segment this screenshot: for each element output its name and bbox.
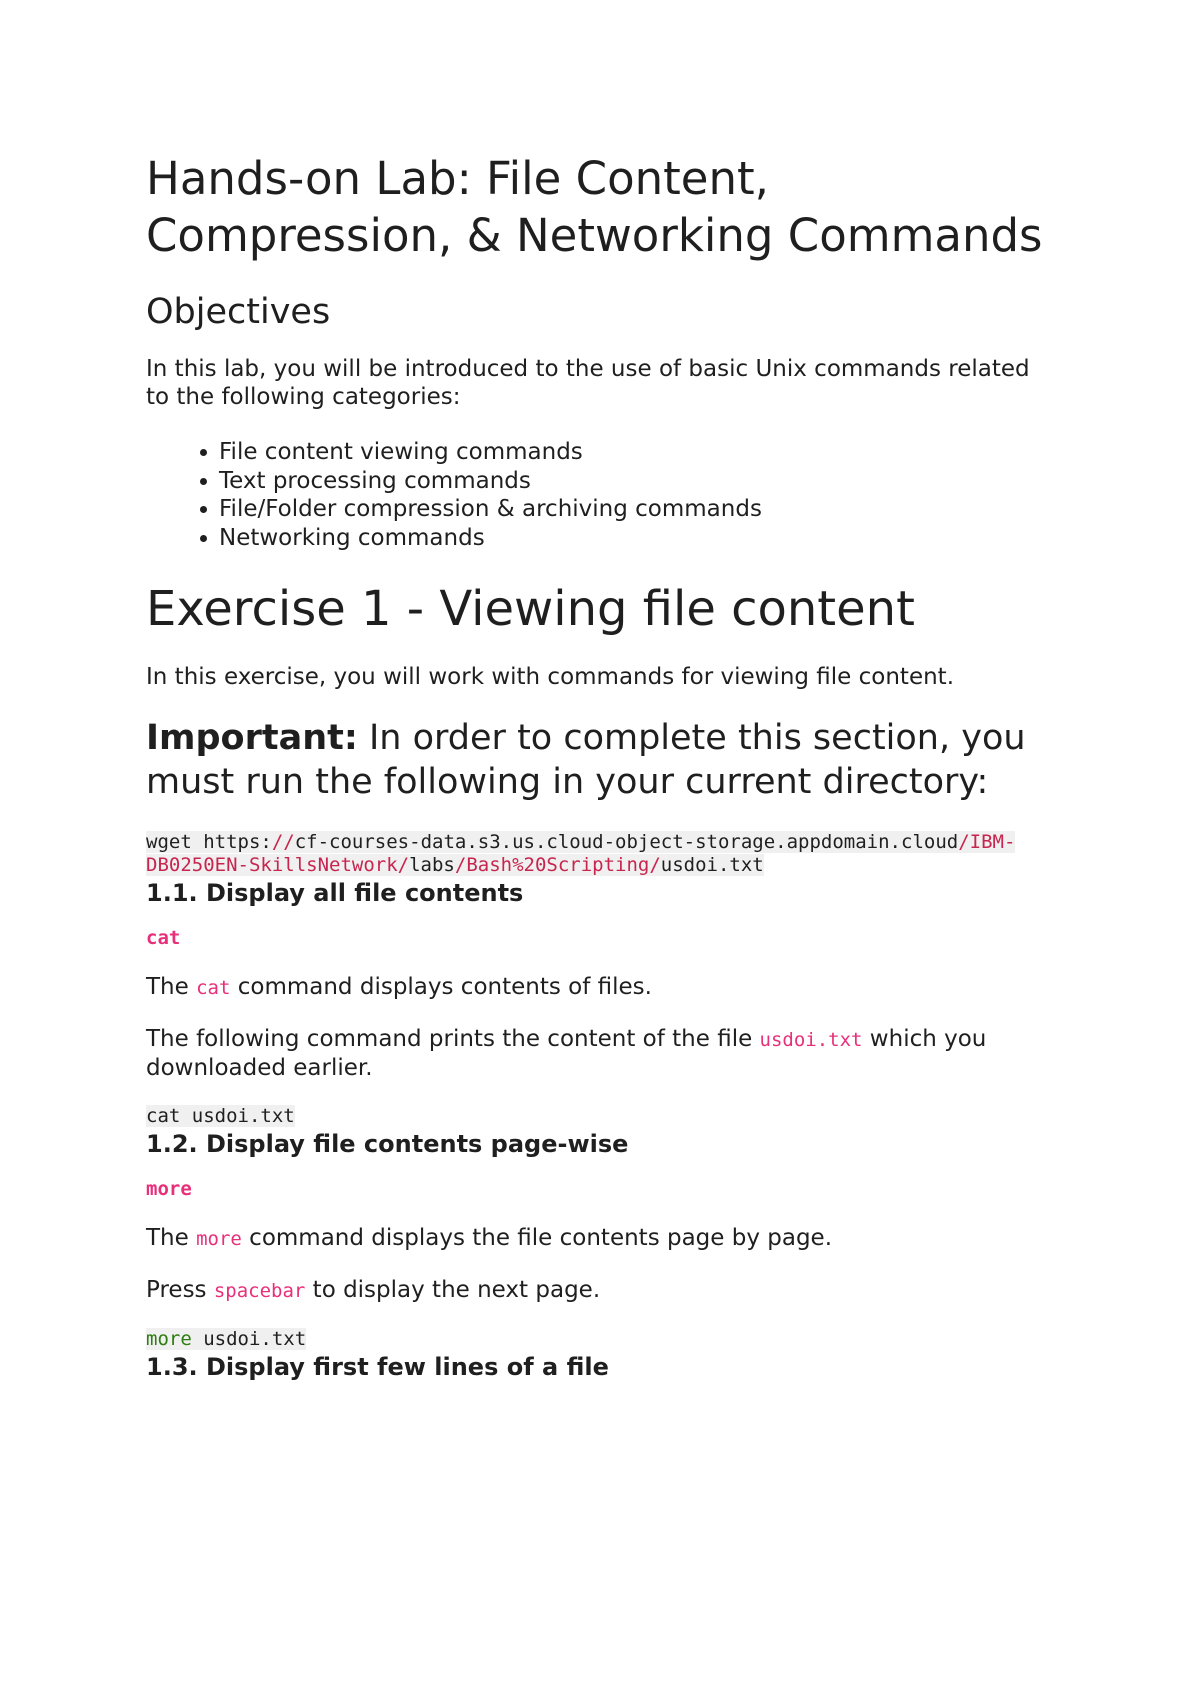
important-label: Important:: [146, 718, 358, 758]
objectives-intro: In this lab, you will be introduced to the use of basic Unix commands related to the following categories:: [146, 356, 1030, 410]
text-span: The following command prints the content of the file: [146, 1026, 760, 1052]
text-span: to display the next page.: [305, 1277, 601, 1303]
section-1-2-paragraph-1: [146, 1224, 1046, 1253]
section-1-2-paragraph-2: [146, 1276, 1046, 1305]
text-span: which you downloaded earlier.: [146, 1026, 987, 1081]
inline-code: more: [196, 1228, 242, 1250]
text-span: The: [146, 974, 197, 1000]
code-token: usdoi.txt: [660, 854, 764, 876]
section-1-3-heading: 1.3. Display first few lines of a file: [146, 1353, 609, 1381]
code-token: more: [146, 1328, 192, 1350]
exercise-1-description: In this exercise, you will work with commands for viewing file content.: [146, 664, 955, 690]
text-span: The: [146, 1225, 197, 1251]
objectives-list: [146, 438, 1046, 552]
code-token: //: [271, 831, 295, 853]
section-1-1-command: cat: [146, 927, 181, 949]
wget-command-block[interactable]: [146, 831, 1046, 877]
section-1-2-command: more: [146, 1178, 192, 1200]
list-item: Networking commands: [219, 524, 1046, 553]
code-token: wget https:: [146, 831, 272, 853]
document-content: [146, 150, 1046, 1381]
exercise-1-heading: Exercise 1 - Viewing file content: [146, 581, 915, 637]
cat-example-block[interactable]: [146, 1105, 1046, 1128]
section-1-2-heading: 1.2. Display file contents page-wise: [146, 1130, 629, 1158]
inline-code: cat: [196, 977, 231, 999]
inline-code: spacebar: [213, 1280, 306, 1302]
code-token: /IBM-DB0250EN-SkillsNetwork/: [146, 831, 1016, 876]
code-token: labs: [409, 854, 455, 876]
code-token: cf-courses-data.s3.us.cloud-object-storage.appdomain.cloud: [294, 831, 959, 853]
code-token: /Bash%20Scripting/: [454, 854, 661, 876]
list-item: File content viewing commands: [219, 438, 1046, 467]
text-span: Press: [146, 1277, 214, 1303]
section-1-1-paragraph-2: [146, 1025, 1046, 1082]
important-note: [146, 716, 1046, 804]
page-title: Hands-on Lab: File Content, Compression, & Networking Commands: [146, 152, 1043, 262]
section-1-1-paragraph-1: [146, 973, 1046, 1002]
text-span: command displays contents of files.: [230, 974, 652, 1000]
text-span: command displays the file contents page by page.: [241, 1225, 833, 1251]
code-token: usdoi.txt: [191, 1328, 307, 1350]
list-item: File/Folder compression & archiving commands: [219, 495, 1046, 524]
inline-code: usdoi.txt: [759, 1029, 863, 1051]
more-example-block[interactable]: [146, 1328, 1046, 1351]
list-item: Text processing commands: [219, 467, 1046, 496]
section-1-1-heading: 1.1. Display all file contents: [146, 879, 524, 907]
objectives-heading: Objectives: [146, 292, 331, 332]
code-token: cat usdoi.txt: [146, 1105, 295, 1127]
important-text: In order to complete this section, you must run the following in your current directory:: [146, 718, 1026, 802]
